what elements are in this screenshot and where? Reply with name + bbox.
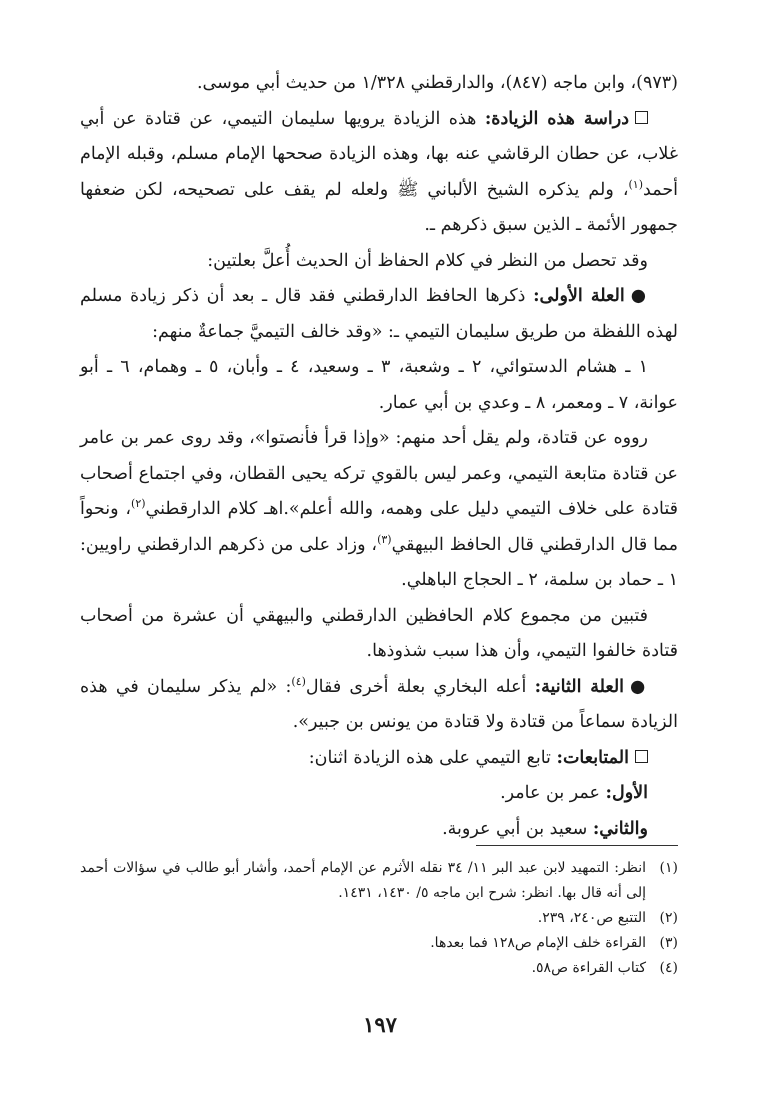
- section-heading: العلة الأولى:: [533, 286, 625, 306]
- paragraph-8: ●العلة الثانية: أعله البخاري بعلة أخرى فقال$^{(٤)}$: «لم يذكر سليمان في هذه الزيادة سماعاً من قتادة ولا قتادة من يونس بن جبير».: [80, 674, 678, 732]
- paragraph-7: فتبين من مجموع كلام الحافظين الدارقطني والبيهقي أن عشرة من أصحاب قتادة خالفوا التيمي، وأن هذا سبب شذوذها.: [80, 605, 678, 661]
- item-heading: والثاني:: [592, 818, 648, 839]
- footnote-divider: [476, 845, 678, 846]
- square-icon: [635, 750, 648, 763]
- section-heading: دراسة هذه الزيادة:: [484, 108, 629, 129]
- page-number: ١٩٧: [363, 1012, 397, 1037]
- paragraph-11: والثاني: سعيد بن أبي عروبة.: [442, 818, 648, 839]
- paragraph-5: ١ ـ هشام الدستوائي، ٢ ـ وشعبة، ٣ ـ وسعيد، ٤ ـ وأبان، ٥ ـ وهمام، ٦ ـ أبو عوانة، ٧ ـ ومعمر، ٨ ـ وعدي بن أبي عمار.: [80, 357, 678, 413]
- bullet-icon: ●: [630, 286, 648, 306]
- paragraph-9: المتابعات: تابع التيمي على هذه الزيادة اثنان:: [80, 741, 678, 777]
- footnote-ref[interactable]: (١): [628, 177, 644, 191]
- footnote-number: (٤): [659, 960, 678, 976]
- footnote: [80, 931, 678, 956]
- paragraph-3: وقد تحصل من النظر في كلام الحفاظ أن الحديث أُعلَّ بعلتين:: [207, 250, 648, 271]
- footnote: [80, 906, 678, 931]
- footnote-text: انظر: التمهيد لابن عبد البر ١١/ ٣٤ نقله الأثرم عن الإمام أحمد، وأشار أبو طالب في سؤالات أحمد إلى أنه قال بها. انظر: شرح ابن ماجه ٥/ ١٤٣٠، ١٤٣١.: [80, 860, 646, 901]
- footnote-text: القراءة خلف الإمام ص١٢٨ فما بعدها.: [430, 935, 646, 951]
- footnote-ref[interactable]: (٣): [377, 532, 392, 546]
- footnote-number: (١): [659, 860, 678, 876]
- footnotes: [80, 856, 678, 981]
- bullet-icon: ●: [630, 676, 648, 697]
- footnote-number: (٣): [659, 935, 678, 951]
- footnote-text: كتاب القراءة ص٥٨.: [531, 960, 646, 976]
- footnote-number: (٢): [659, 910, 678, 926]
- section-heading: العلة الثانية:: [534, 676, 625, 697]
- item-heading: الأول:: [605, 783, 648, 803]
- footnote-ref[interactable]: (٤): [291, 674, 306, 688]
- section-heading: المتابعات:: [556, 747, 629, 768]
- main-text: [80, 66, 678, 847]
- paragraph-2: دراسة هذه الزيادة: هذه الزيادة يرويها سليمان التيمي، عن قتادة عن أبي غلاب، عن حطان الرقاشي عنه بها، وهذه الزيادة صححها الإمام مسلم، وقبله الإمام أحمد$^{(١)}$، ولم يذكره الشيخ الألباني ﷺ ولعله لم يقف على تصحيحه، لكن ضعفها جمهور الأئمة ـ الذين سبق ذكرهم ـ.: [80, 108, 678, 235]
- footnote-text: التتبع ص٢٤٠، ٢٣٩.: [537, 910, 646, 926]
- paragraph-10: الأول: عمر بن عامر.: [500, 783, 648, 803]
- paragraph-1: (٩٧٣)، وابن ماجه (٨٤٧)، والدارقطني ١/٣٢٨ من حديث أبي موسى.: [196, 73, 678, 93]
- footnote: [80, 856, 678, 906]
- paragraph-6: رووه عن قتادة، ولم يقل أحد منهم: «وإذا قرأ فأنصتوا»، وقد روى عمر بن عامر عن قتادة متابعة التيمي، وعمر ليس بالقوي تركه يحيى القطان، وفي اجتماع أصحاب قتادة على خلاف التيمي دليل على وهمه، والله أعلم».اهـ كلام الدارقطني$^{(٢)}$، ونحواً مما قال الدارقطني قال الحافظ البيهقي$^{(٣)}$، وزاد على من ذكرهم الدارقطني راويين: ١ ـ حماد بن سلمة، ٢ ـ الحجاج الباهلي.: [80, 428, 678, 590]
- square-icon: [635, 111, 648, 124]
- paragraph-4: ●العلة الأولى: ذكرها الحافظ الدارقطني فقد قال ـ بعد أن ذكر زيادة مسلم لهذه اللفظة من طريق سليمان التيمي ـ: «وقد خالف التيميَّ جماعةٌ منهم:: [80, 286, 678, 342]
- footnote-ref[interactable]: (٢): [131, 497, 146, 511]
- footnote: [80, 956, 678, 981]
